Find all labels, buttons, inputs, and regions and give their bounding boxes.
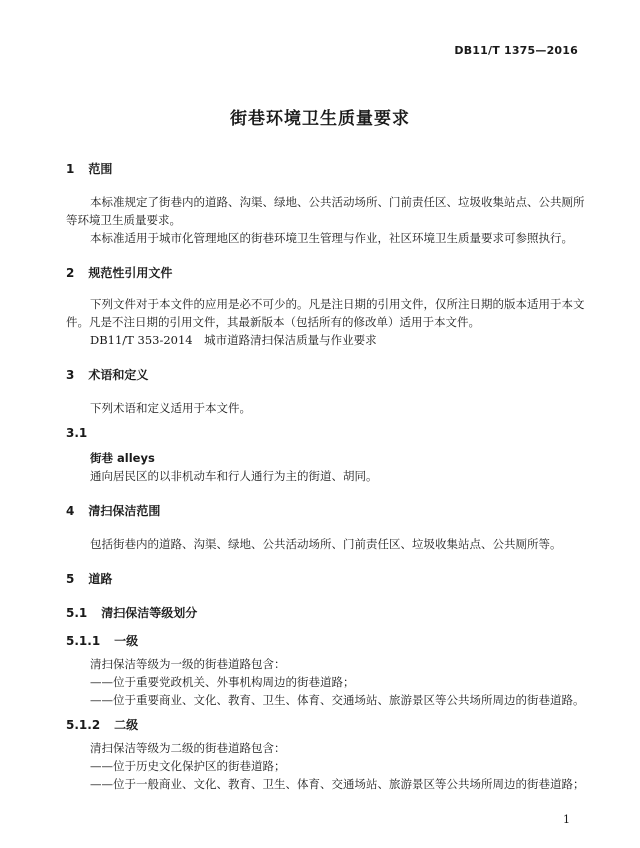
page-title: 街巷环境卫生质量要求 [230,109,410,129]
section-title: 清扫保洁等级划分 [101,606,198,620]
section-2-heading [66,264,172,281]
section-title: 道路 [88,572,113,586]
section-title: 规范性引用文件 [88,266,173,280]
paragraph: 等环境卫生质量要求。 [66,213,181,227]
section-title: 术语和定义 [88,368,149,382]
section-1-heading [66,160,112,177]
section-title: 范围 [88,162,113,176]
paragraph: 件。凡是不注日期的引用文件，其最新版本（包括所有的修改单）适用于本文件。 [66,315,480,329]
section-number: 4 [66,504,75,518]
list-item: ——位于历史文化保护区的街巷道路； [90,759,286,773]
paragraph: 清扫保洁等级为一级的街巷道路包含： [90,657,286,671]
section-4-heading [66,502,160,519]
subsection-3-1-number [66,426,87,440]
section-title: 清扫保洁范围 [88,504,161,518]
section-5-1-2-heading [66,716,138,733]
section-5-heading [66,570,112,587]
reference-item: DB11/T 353-2014 城市道路清扫保洁质量与作业要求 [90,333,377,347]
document-code: DB11/T 1375—2016 [454,44,578,57]
section-number: 3.1 [66,426,88,440]
section-number: 5.1.1 [66,634,101,648]
term-definition: 通向居民区的以非机动车和行人通行为主的街道、胡同。 [90,469,378,483]
section-title: 二级 [114,718,139,732]
paragraph: 清扫保洁等级为二级的街巷道路包含： [90,741,286,755]
section-3-heading [66,366,148,383]
section-number: 5.1 [66,606,88,620]
section-number: 3 [66,368,75,382]
paragraph: 本标准规定了街巷内的道路、沟渠、绿地、公共活动场所、门前责任区、垃圾收集站点、公共厕所 [90,195,585,209]
section-number: 5.1.2 [66,718,101,732]
paragraph: 下列文件对于本文件的应用是必不可少的。凡是注日期的引用文件，仅所注日期的版本适用于本文 [90,297,585,311]
section-number: 1 [66,162,75,176]
paragraph: 包括街巷内的道路、沟渠、绿地、公共活动场所、门前责任区、垃圾收集站点、公共厕所等。 [90,537,562,551]
paragraph: 本标准适用于城市化管理地区的街巷环境卫生管理与作业，社区环境卫生质量要求可参照执行。 [90,231,573,245]
section-5-1-1-heading [66,632,138,649]
list-item: ——位于重要党政机关、外事机构周边的街巷道路； [90,675,355,689]
section-5-1-heading [66,604,197,621]
page-number: 1 [563,813,570,826]
list-item: ——位于重要商业、文化、教育、卫生、体育、交通场站、旅游景区等公共场所周边的街巷道路。 [90,693,585,707]
section-number: 5 [66,572,75,586]
term-entry: 街巷 alleys [90,451,155,465]
section-title: 一级 [114,634,139,648]
paragraph: 下列术语和定义适用于本文件。 [90,401,251,415]
section-number: 2 [66,266,75,280]
list-item: ——位于一般商业、文化、教育、卫生、体育、交通场站、旅游景区等公共场所周边的街巷道路； [90,777,585,791]
